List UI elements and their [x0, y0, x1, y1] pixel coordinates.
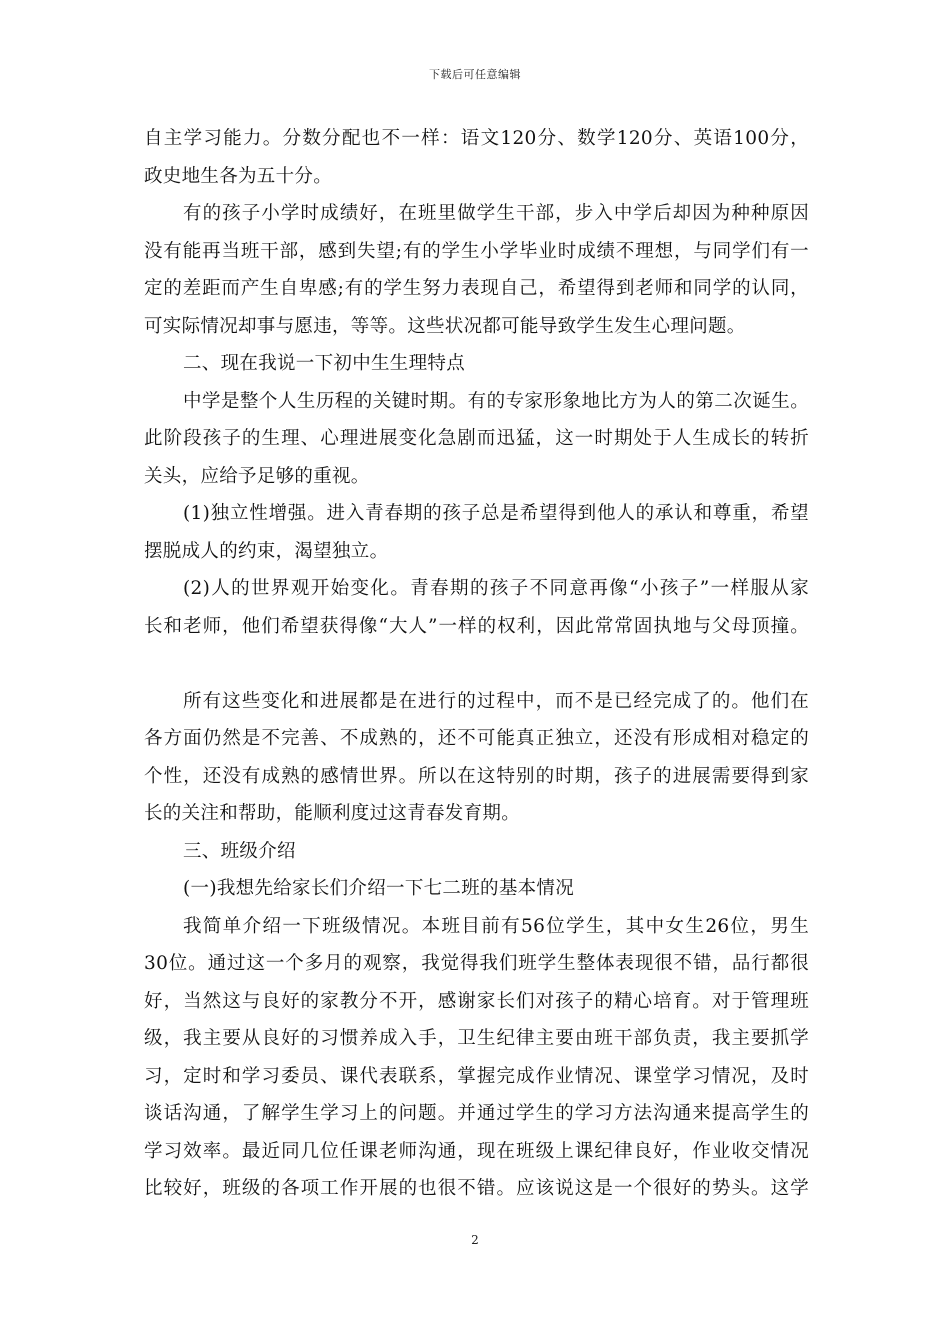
section-heading: [144, 833, 809, 871]
text-line: 摆脱成人的约束，渴望独立。: [144, 540, 389, 562]
paragraph: [144, 683, 809, 833]
text-line: 各方面仍然是不完善、不成熟的，还不可能真正独立，还没有形成相对稳定的: [144, 728, 809, 749]
text-line: 谈话沟通，了解学生学习上的问题。并通过学生的学习方法沟通来提高学生的: [144, 1103, 809, 1124]
text-line: 习，定时和学习委员、课代表联系，掌握完成作业情况、课堂学习情况，及时: [144, 1065, 809, 1087]
paragraph: [144, 495, 809, 570]
paragraph: [144, 195, 809, 345]
paragraph: [144, 908, 809, 1208]
text-line: 没有能再当班干部，感到失望;有的学生小学毕业时成绩不理想，与同学们有一: [144, 240, 809, 262]
text-line: (一)我想先给家长们介绍一下七二班的基本情况: [183, 878, 575, 899]
document-body: [144, 120, 809, 1208]
text-line: 中学是整个人生历程的关键时期。有的专家形象地比方为人的第二次诞生。: [183, 390, 809, 412]
paragraph-continuation: [144, 120, 809, 195]
text-line: 好，当然这与良好的家教分不开，感谢家长们对孩子的精心培育。对于管理班: [144, 990, 809, 1012]
section-heading: [144, 345, 809, 383]
paragraph: [144, 570, 809, 645]
text-line: 政史地生各为五十分。: [144, 165, 333, 187]
text-line: 定的差距而产生自卑感;有的学生努力表现自己，希望得到老师和同学的认同，: [144, 278, 809, 299]
text-line: 个性，还没有成熟的感情世界。所以在这特别的时期，孩子的进展需要得到家: [144, 765, 809, 787]
text-line: 比较好，班级的各项工作开展的也很不错。应该说这是一个很好的势头。这学: [144, 1178, 809, 1199]
text-line: 长的关注和帮助，能顺利度过这青春发育期。: [144, 803, 521, 824]
paragraph: [144, 383, 809, 496]
text-line: (2)人的世界观开始变化。青春期的孩子不同意再像“小孩子”一样服从家: [183, 578, 809, 599]
page-number: 2: [471, 1233, 479, 1247]
page-header: 下载后可任意编辑: [429, 68, 521, 81]
text-line: 此阶段孩子的生理、心理进展变化急剧而迅猛，这一时期处于人生成长的转折: [144, 428, 809, 449]
text-line: 关头，应给予足够的重视。: [144, 465, 370, 487]
text-line: 长和老师，他们希望获得像“大人”一样的权利，因此常常固执地与父母顶撞。: [144, 615, 809, 637]
text-line: 学习效率。最近同几位任课老师沟通，现在班级上课纪律良好，作业收交情况: [144, 1140, 809, 1162]
text-line: 我简单介绍一下班级情况。本班目前有56位学生，其中女生26位，男生: [183, 915, 809, 937]
text-line: 可实际情况却事与愿违，等等。这些状况都可能导致学生发生心理问题。: [144, 315, 746, 337]
text-line: 级，我主要从良好的习惯养成入手，卫生纪律主要由班干部负责，我主要抓学: [144, 1028, 809, 1049]
text-line: 有的孩子小学时成绩好，在班里做学生干部，步入中学后却因为种种原因: [183, 203, 809, 224]
blank-line: [144, 645, 809, 683]
text-line: 二、现在我说一下初中生生理特点: [183, 353, 466, 374]
text-line: 30位。通过这一个多月的观察，我觉得我们班学生整体表现很不错，品行都很: [144, 953, 809, 974]
subsection-heading: [144, 870, 809, 908]
text-line: 三、班级介绍: [183, 840, 296, 862]
text-line: 自主学习能力。分数分配也不一样：语文120分、数学120分、英语100分，: [144, 128, 809, 149]
text-line: (1)独立性增强。进入青春期的孩子总是希望得到他人的承认和尊重，希望: [183, 503, 809, 524]
text-line: 所有这些变化和进展都是在进行的过程中，而不是已经完成了的。他们在: [183, 690, 809, 712]
